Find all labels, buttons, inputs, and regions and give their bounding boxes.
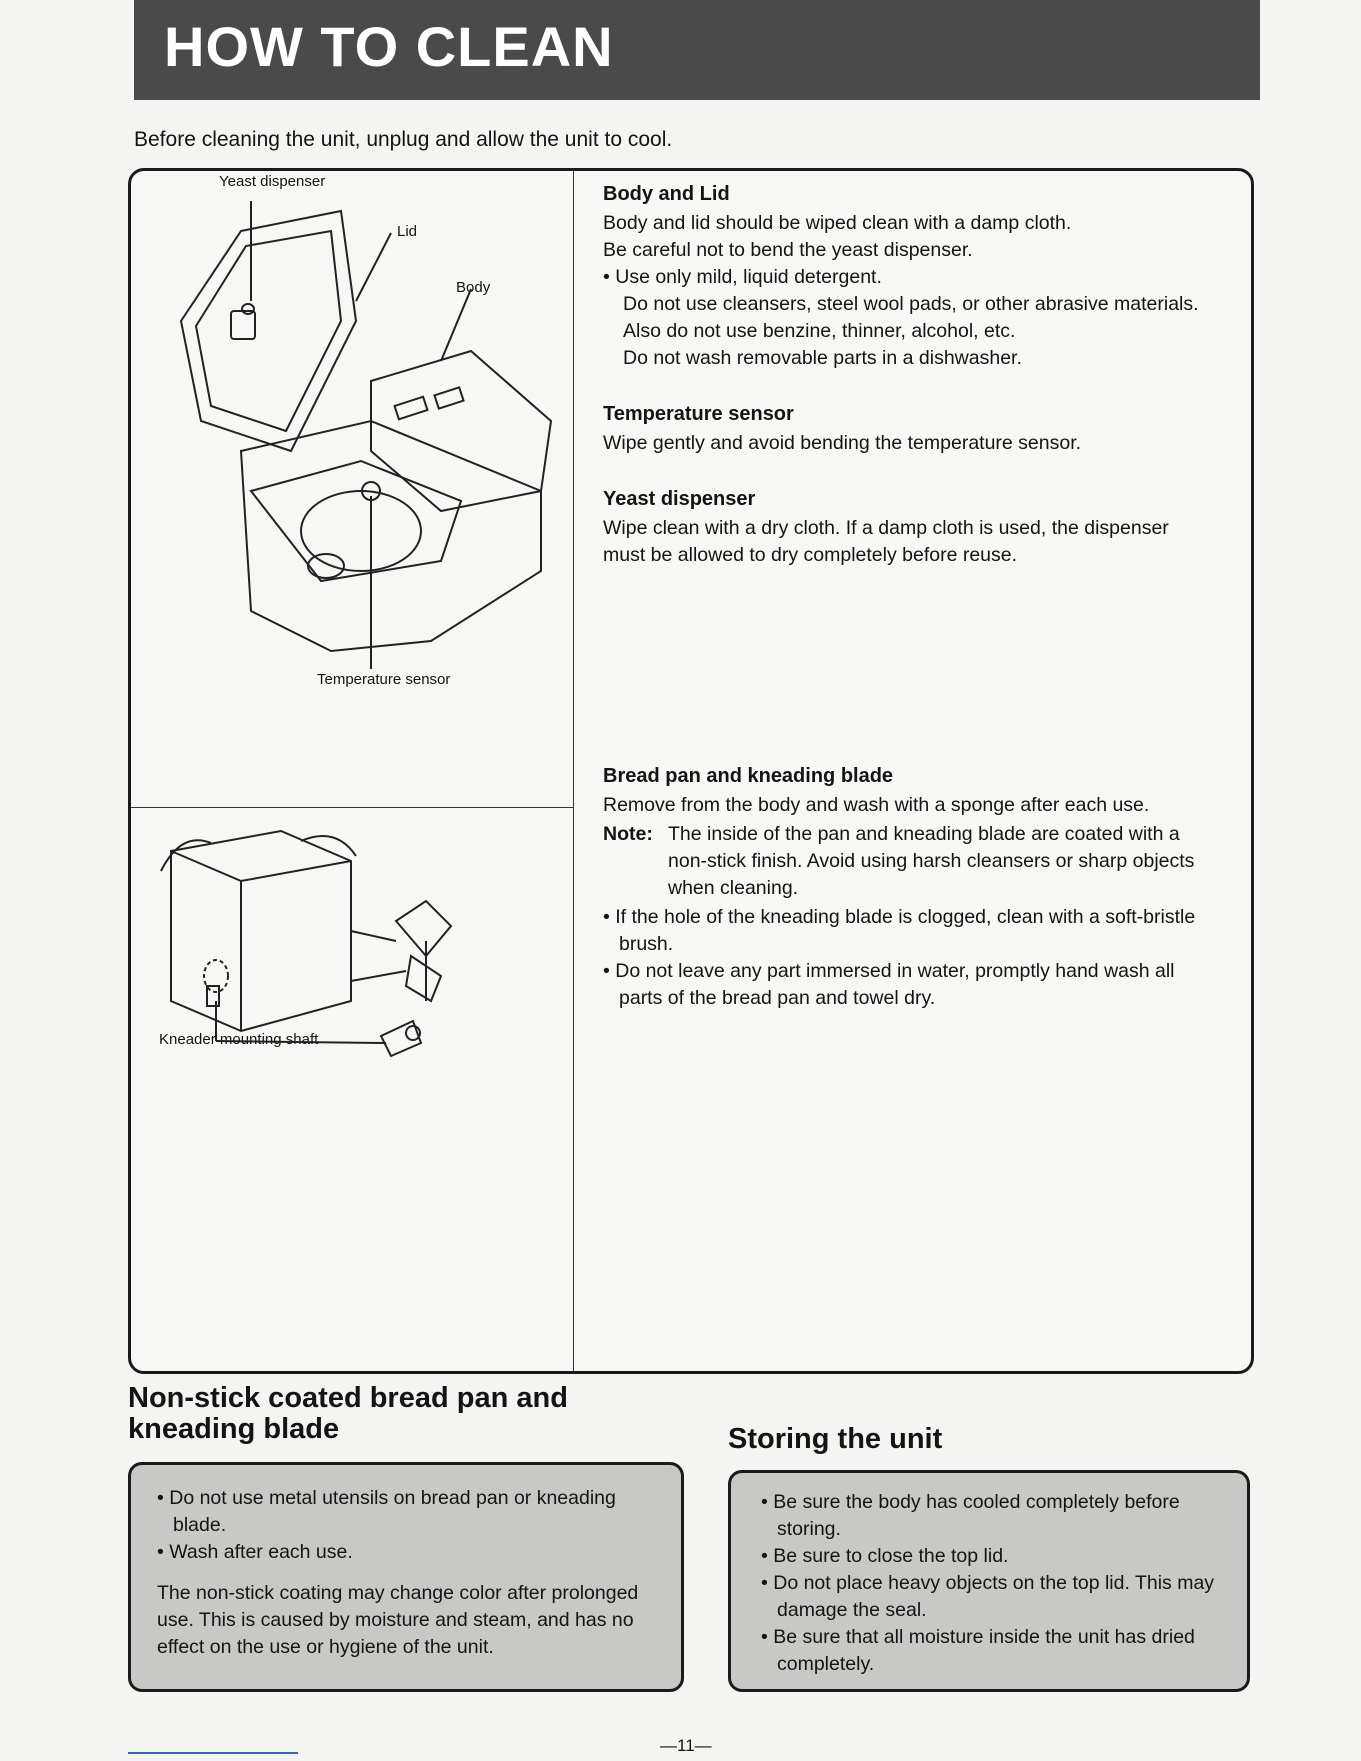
storing-bullet-4: • Be sure that all moisture inside the unit has dried completely. (761, 1626, 1195, 1675)
label-lid: Lid (397, 223, 418, 240)
section-temperature-sensor (603, 401, 1233, 457)
body-lid-line-1: Body and lid should be wiped clean with a damp cloth. (603, 212, 1072, 234)
page-number: —11— (660, 1736, 712, 1755)
bread-pan-illustration (151, 811, 561, 1061)
column-divider (573, 171, 574, 1371)
note-text: The inside of the pan and kneading blade are coated with a non-stick finish. Avoid using harsh cleansers or sharp objects when cleaning. (668, 823, 1195, 899)
row-divider (131, 807, 573, 808)
body-lid-sub-1: Do not use cleansers, steel wool pads, or other abrasive materials. (623, 293, 1199, 315)
nonstick-paragraph: The non-stick coating may change color after prolonged use. This is caused by moisture and steam, and has no effect on the use or hygiene of the unit. (157, 1582, 639, 1658)
label-body: Body (456, 279, 491, 296)
label-temperature-sensor: Temperature sensor (317, 671, 451, 688)
section-yeast-dispenser (603, 486, 1213, 569)
nonstick-box (128, 1462, 684, 1692)
body-lid-line-2: Be careful not to bend the yeast dispenser. (603, 239, 973, 261)
storing-bullet-1: • Be sure the body has cooled completely before storing. (761, 1491, 1180, 1540)
temperature-sensor-text: Wipe gently and avoid bending the temperature sensor. (603, 432, 1082, 454)
heading-yeast-dispenser: Yeast dispenser (603, 488, 756, 510)
heading-bread-pan: Bread pan and kneading blade (603, 765, 894, 787)
storing-bullet-2: • Be sure to close the top lid. (761, 1545, 1009, 1567)
bread-pan-bullet-1: • If the hole of the kneading blade is clogged, clean with a soft-bristle brush. (603, 906, 1196, 955)
header-bar (134, 0, 1260, 100)
section-body-and-lid (603, 181, 1233, 372)
note-label: Note: (603, 823, 653, 845)
intro-text: Before cleaning the unit, unplug and allow the unit to cool. (134, 128, 673, 151)
heading-temperature-sensor: Temperature sensor (603, 403, 794, 425)
bread-maker-illustration (141, 191, 561, 671)
label-kneader-mounting-shaft: Kneader mounting shaft (159, 1031, 319, 1048)
storing-heading: Storing the unit (728, 1423, 943, 1455)
body-lid-sub-2: Also do not use benzine, thinner, alcohol, etc. (623, 320, 1016, 342)
nonstick-bullet-1: • Do not use metal utensils on bread pan or kneading blade. (157, 1487, 616, 1536)
section-bread-pan (603, 763, 1203, 1012)
storing-box (728, 1470, 1250, 1692)
nonstick-heading-line-1: Non-stick coated bread pan and (128, 1382, 568, 1414)
page-title: HOW TO CLEAN (164, 15, 614, 78)
nonstick-heading-line-2: kneading blade (128, 1413, 340, 1445)
body-lid-bullet: • Use only mild, liquid detergent. (603, 266, 882, 288)
yeast-dispenser-text: Wipe clean with a dry cloth. If a damp cloth is used, the dispenser must be allowed to dry completely before reuse. (603, 517, 1169, 566)
storing-bullet-3: • Do not place heavy objects on the top lid. This may damage the seal. (761, 1572, 1215, 1621)
bread-pan-text: Remove from the body and wash with a sponge after each use. (603, 794, 1150, 816)
bread-pan-bullet-2: • Do not leave any part immersed in water, promptly hand wash all parts of the bread pan and towel dry. (603, 960, 1175, 1009)
label-yeast-dispenser: Yeast dispenser (219, 173, 326, 190)
body-lid-sub-3: Do not wash removable parts in a dishwasher. (623, 347, 1022, 369)
bread-pan-note (603, 821, 1203, 902)
heading-body-and-lid: Body and Lid (603, 183, 730, 205)
cleaning-instructions-box (128, 168, 1254, 1374)
footer-link-underline (128, 1752, 298, 1754)
nonstick-bullet-2: • Wash after each use. (157, 1541, 353, 1563)
